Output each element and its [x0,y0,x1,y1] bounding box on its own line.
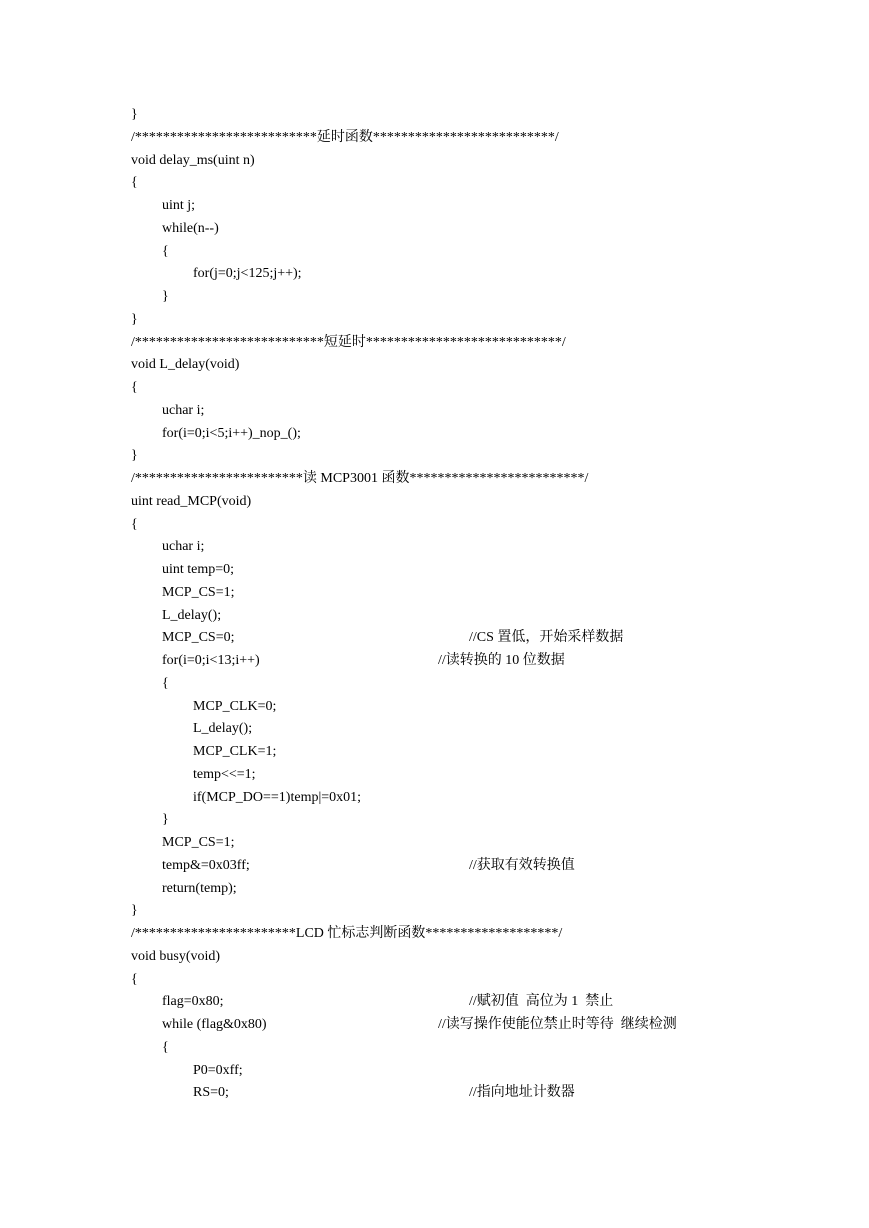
code-line [131,377,831,400]
code-listing [131,104,831,1105]
code-comment: //读写操作使能位禁止时等待 继续检测 [438,1017,677,1032]
code-line [131,1014,831,1037]
code-text: { [162,675,169,691]
code-text: for(j=0;j<125;j++); [193,266,302,282]
code-line [131,900,831,923]
code-text: MCP_CS=1; [162,584,235,600]
code-line [131,332,831,355]
code-comment: //指向地址计数器 [469,1085,575,1101]
code-line [131,627,831,650]
code-text: if(MCP_DO==1)temp|=0x01; [193,789,362,805]
code-line [131,582,831,605]
code-text: void L_delay(void) [131,357,240,373]
code-text: flag=0x80; [162,994,224,1010]
code-text: } [131,311,138,327]
code-line [131,263,831,286]
code-text: L_delay(); [193,721,253,737]
code-text: MCP_CS=1; [162,835,235,850]
code-text: { [131,175,138,191]
code-text: for(i=0;i<13;i++) [162,653,260,668]
code-line [131,241,831,264]
code-text: return(temp); [162,880,237,896]
code-text: MCP_CLK=0; [193,698,277,714]
code-text: { [131,380,138,395]
code-line [131,559,831,582]
code-text: { [131,516,138,532]
code-line [131,536,831,559]
code-text: uint j; [162,198,196,213]
code-line [131,195,831,218]
code-line [131,787,831,810]
code-text: } [131,903,138,919]
code-line [131,1082,831,1105]
code-text: MCP_CLK=1; [193,744,277,759]
code-text: temp<<=1; [193,766,256,782]
code-comment: //获取有效转换值 [469,857,575,873]
code-line [131,172,831,195]
code-line [131,673,831,696]
code-text: while(n--) [162,220,219,236]
code-text: MCP_CS=0; [162,630,235,646]
code-line [131,832,831,855]
code-text: uchar i; [162,539,205,555]
code-text: /***********************LCD 忙标志判断函数*******************/ [131,926,563,941]
code-line [131,514,831,537]
code-line [131,878,831,901]
code-line [131,468,831,491]
code-text: for(i=0;i<5;i++)_nop_(); [162,425,301,441]
code-comment: //赋初值 高位为 1 禁止 [469,994,614,1010]
code-text: /**************************延时函数**************************/ [131,129,559,145]
code-line [131,741,831,764]
code-line [131,445,831,468]
code-line [131,946,831,969]
code-text: /***************************短延时****************************/ [131,334,566,350]
code-text: L_delay(); [162,607,222,623]
code-text: uchar i; [162,402,205,418]
code-line [131,1037,831,1060]
code-line [131,354,831,377]
code-line [131,218,831,241]
code-line [131,127,831,150]
code-line [131,491,831,514]
code-text: uint read_MCP(void) [131,493,252,509]
code-text: { [131,971,138,987]
code-text: uint temp=0; [162,562,235,577]
code-text: while (flag&0x80) [162,1017,267,1032]
code-text: } [131,107,138,122]
code-line [131,605,831,628]
code-line [131,969,831,992]
code-text: temp&=0x03ff; [162,857,250,873]
code-line [131,991,831,1014]
code-line [131,696,831,719]
code-text: } [162,812,169,828]
code-line [131,809,831,832]
code-comment: //读转换的 10 位数据 [438,653,565,668]
code-line [131,286,831,309]
code-line [131,104,831,127]
code-line [131,923,831,946]
code-line [131,150,831,173]
code-text: void busy(void) [131,948,221,964]
code-line [131,309,831,332]
code-text: } [162,289,169,304]
code-text: P0=0xff; [193,1062,243,1078]
code-line [131,1060,831,1083]
code-line [131,855,831,878]
code-text: void delay_ms(uint n) [131,152,255,168]
code-line [131,650,831,673]
code-text: { [162,1039,169,1055]
code-line [131,400,831,423]
code-text: } [131,448,138,464]
code-text: RS=0; [193,1085,229,1101]
code-line [131,718,831,741]
code-text: /************************读 MCP3001 函数*************************/ [131,471,589,486]
code-line [131,764,831,787]
code-line [131,423,831,446]
code-comment: //CS 置低，开始采样数据 [469,630,624,646]
code-text: { [162,243,169,259]
